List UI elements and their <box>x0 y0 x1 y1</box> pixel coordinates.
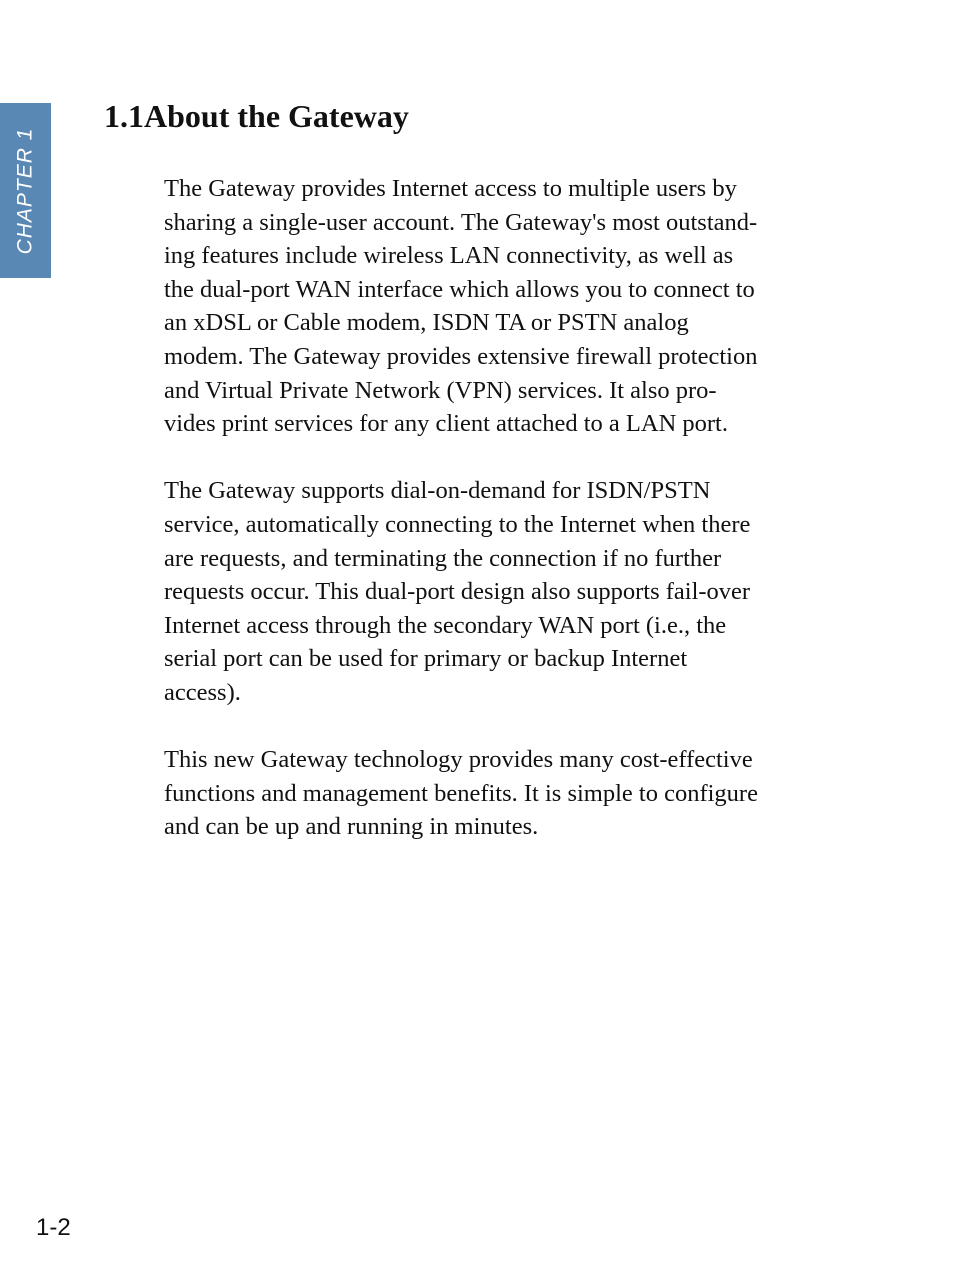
chapter-tab-label: CHAPTER 1 <box>13 127 37 254</box>
text-line: serial port can be used for primary or backup Internet <box>164 645 688 673</box>
text-line: service, automatically connecting to the Internet when there <box>164 510 751 538</box>
text-line: The Gateway supports dial-on-demand for ISDN/PSTN <box>164 477 711 505</box>
text-line: and Virtual Private Network (VPN) services. It also pro- <box>164 376 717 404</box>
text-line: This new Gateway technology provides many cost-effective <box>164 746 753 774</box>
chapter-tab <box>0 103 51 278</box>
text-line: ing features include wireless LAN connectivity, as well as <box>164 242 734 270</box>
page-number: 1-2 <box>36 1214 71 1241</box>
text-line: requests occur. This dual-port design also supports fail-over <box>164 578 751 606</box>
text-line: access). <box>164 678 241 706</box>
body-text <box>164 172 864 877</box>
text-line: functions and management benefits. It is simple to configure <box>164 779 758 807</box>
text-line: the dual-port WAN interface which allows you to connect to <box>164 275 755 303</box>
text-line: an xDSL or Cable modem, ISDN TA or PSTN analog <box>164 309 689 337</box>
paragraph-3 <box>164 743 864 844</box>
text-line: vides print services for any client attached to a LAN port. <box>164 410 728 438</box>
section-heading: 1.1About the Gateway <box>104 98 409 134</box>
text-line: sharing a single-user account. The Gateway's most outstand- <box>164 208 758 236</box>
text-line: are requests, and terminating the connection if no further <box>164 544 722 572</box>
text-line: Internet access through the secondary WAN port (i.e., the <box>164 611 727 639</box>
paragraph-2 <box>164 474 864 709</box>
paragraph-1 <box>164 172 864 441</box>
text-line: and can be up and running in minutes. <box>164 813 539 841</box>
text-line: modem. The Gateway provides extensive firewall protection <box>164 342 758 370</box>
text-line: The Gateway provides Internet access to multiple users by <box>164 175 737 202</box>
